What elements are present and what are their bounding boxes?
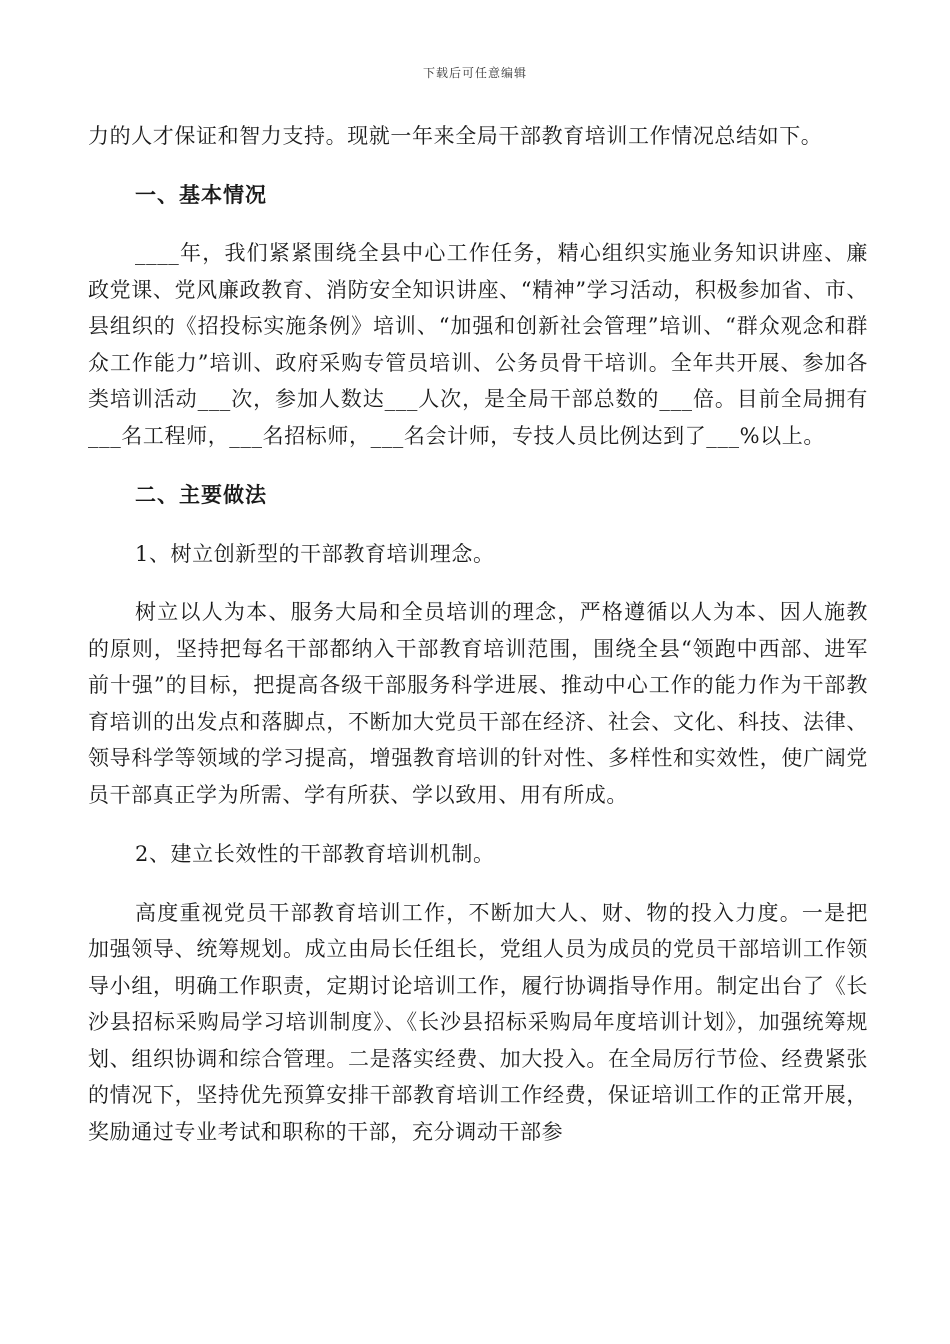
subheading-training-mechanism: 2、建立长效性的干部教育培训机制。 [135, 842, 495, 866]
document-body [88, 118, 868, 1150]
subheading-training-concept: 1、树立创新型的干部教育培训理念。 [135, 541, 495, 566]
section-heading-basic-situation: 一、基本情况 [135, 182, 267, 207]
paragraph-training-concept: 树立以人为本、服务大局和全员培训的理念，严格遵循以人为本、因人施教的原则，坚持把每名干部都纳入干部教育培训范围，围绕全县“领跑中西部、进军前十强”的目标，把提高各级干部服务科学进展、推动中心工作的能力作为干部教育培训的出发点和落脚点，不断加大党员干部在经济、社会、文化、科技、法律、领导科学等领域的学习提高，增强教育培训的针对性、多样性和实效性，使广阔党员干部真正学为所需、学有所获、学以致用、用有所成。 [88, 600, 868, 807]
paragraph-training-mechanism: 高度重视党员干部教育培训工作，不断加大人、财、物的投入力度。一是把加强领导、统筹规划。成立由局长任组长，党组人员为成员的党员干部培训工作领导小组，明确工作职责，定期讨论培训工作，履行协调指导作用。制定出台了《长沙县招标采购局学习培训制度》、《长沙县招标采购局年度培训计划》，加强统筹规划、组织协调和综合管理。二是落实经费、加大投入。在全局厉行节俭、经费紧张的情况下，坚持优先预算安排干部教育培训工作经费，保证培训工作的正常开展，奖励通过专业考试和职称的干部，充分调动干部参 [88, 900, 868, 1144]
paragraph-basic-situation: ____年，我们紧紧围绕全县中心工作任务，精心组织实施业务知识讲座、廉政党课、党风廉政教育、消防安全知识讲座、“精神”学习活动，积极参加省、市、县组织的《招投标实施条例》培训、“加强和创新社会管理”培训、“群众观念和群众工作能力”培训、政府采购专管员培训、公务员骨干培训。全年共开展、参加各类培训活动___次，参加人数达___人次，是全局干部总数的___倍。目前全局拥有___名工程师，___名招标师，___名会计师，专技人员比例达到了___%以上。 [88, 241, 868, 448]
paragraph-intro-continuation: 力的人才保证和智力支持。现就一年来全局干部教育培训工作情况总结如下。 [88, 124, 823, 148]
section-heading-main-practices: 二、主要做法 [135, 483, 267, 507]
header-note: 下载后可任意编辑 [422, 66, 527, 80]
